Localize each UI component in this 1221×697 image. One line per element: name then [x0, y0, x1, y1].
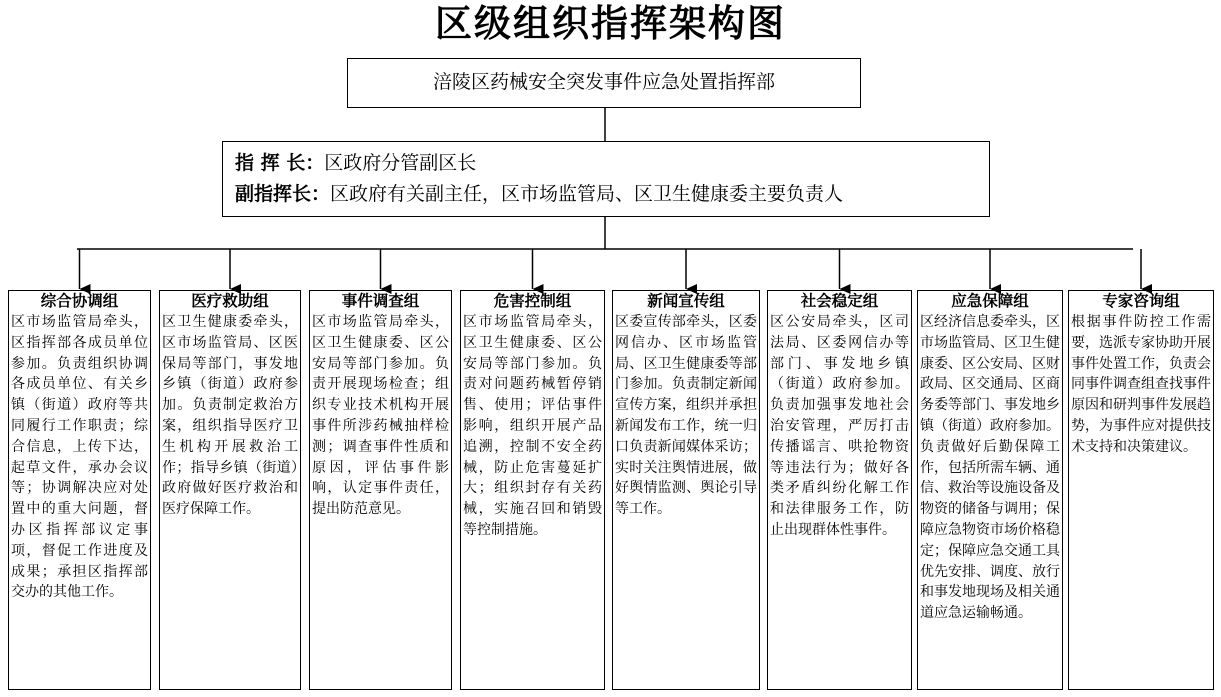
- chart-title: 区级组织指挥架构图: [435, 2, 786, 45]
- commander-label: 指 挥 长：: [235, 152, 325, 174]
- group-title: 综合协调组: [40, 292, 119, 310]
- group-title: 新闻宣传组: [647, 292, 725, 310]
- group-box: [612, 290, 760, 690]
- group-title: 事件调查组: [341, 292, 420, 310]
- group-duties: 区市场监管局牵头，区指挥部各成员单位参加。负责组织协调各成员单位、有关乡镇（街道）政府等共同履行工作职责；综合信息，上传下达，起草文件，承办会议等；协调解决应对处置中的重大问题，督办区指挥部议定事项，督促工作进度及成果；承担区指挥部交办的其他工作。: [11, 314, 148, 601]
- group-duties: 区市场监管局牵头，区卫生健康委、区公安局等部门参加。负责对问题药械暂停销售、使用；评估事件影响，组织开展产品追溯，控制不安全药械，防止危害蔓延扩大；组织封存有关药械，实施召回和销毁等控制措施。: [463, 314, 602, 538]
- group-title: 专家咨询组: [1102, 292, 1180, 310]
- group-title: 危害控制组: [493, 292, 572, 310]
- group-title: 医疗救助组: [191, 292, 269, 310]
- deputy-label: 副指挥长：: [235, 183, 331, 205]
- headquarters-name: 涪陵区药械安全突发事件应急处置指挥部: [432, 71, 775, 93]
- group-box: [8, 290, 151, 690]
- group-box: [767, 290, 912, 690]
- group-box: [1068, 290, 1214, 690]
- group-title: 应急保障组: [951, 292, 1029, 310]
- group-title: 社会稳定组: [800, 292, 879, 310]
- deputy-value: 区政府有关副主任，区市场监管局、区卫生健康委主要负责人: [330, 183, 844, 205]
- group-box: [460, 290, 605, 690]
- commander-value: 区政府分管副区长: [324, 152, 477, 174]
- group-duties: 区市场监管局牵头，区卫生健康委、区公安局等部门参加。负责开展现场检查；组织专业技术机构开展事件所涉药械抽样检测；调查事件性质和原因，评估事件影响，认定事件责任，提出防范意见。: [312, 314, 449, 518]
- group-duties: 区经济信息委牵头，区市场监管局、区卫生健康委、区公安局、区财政局、区交通局、区商务委等部门、事发地乡镇（街道）政府参加。负责做好后勤保障工作，包括所需车辆、通信、救治等设施设备及物资的储备与调用；保障应急物资市场价格稳定；保障应急交通工具优先安排、调度、放行和事发地现场及相关通道应急运输畅通。: [920, 314, 1060, 622]
- group-box: [309, 290, 452, 690]
- group-duties: 区委宣传部牵头，区委网信办、区市场监管局、区卫生健康委等部门参加。负责制定新闻宣传方案，组织并承担新闻发布工作，统一归口负责新闻媒体采访；实时关注舆情进展，做好舆情监测、舆论引导等工作。: [615, 314, 757, 518]
- group-box: [917, 290, 1063, 690]
- group-duties: 区卫生健康委牵头，区市场监管局、区医保局等部门，事发地乡镇（街道）政府参加。负责制定救治方案，组织指导医疗卫生机构开展救治工作；指导乡镇（街道）政府做好医疗救治和医疗保障工作。: [162, 314, 298, 518]
- group-duties: 区公安局牵头，区司法局、区委网信办等部门、事发地乡镇（街道）政府参加。负责加强事发地社会治安管理，严厉打击传播谣言、哄抢物资等违法行为；做好各类矛盾纠纷化解工作和法律服务工作，防止出现群体性事件。: [770, 314, 909, 538]
- group-box: [159, 290, 301, 690]
- group-duties: 根据事件防控工作需要，选派专家协助开展事件处置工作，负责会同事件调查组查找事件原因和研判事件发展趋势，为事件应对提供技术支持和决策建议。: [1071, 314, 1211, 455]
